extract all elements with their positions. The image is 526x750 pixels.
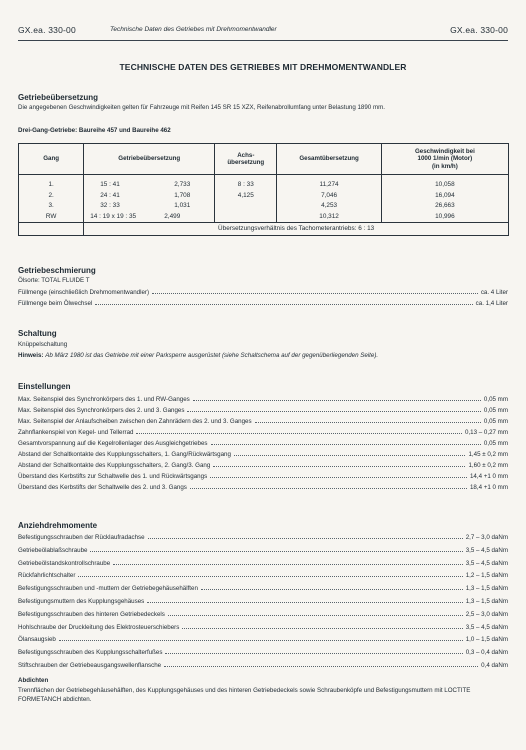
dot-leader [90,551,462,552]
anziehdrehmoment-label: Getriebeölablaßschraube [18,546,88,554]
dot-leader [213,466,465,467]
einstellung-value: 18,4 +1 0 mm [469,484,508,491]
section-heading-schaltung: Schaltung [18,329,57,338]
col-header-getriebe: Getriebeübersetzung [84,144,215,175]
anziehdrehmoment-label: Ölansaugsieb [18,636,56,644]
einstellung-label: Zahnflankenspiel von Kegel- und Tellerrad [18,429,134,436]
col-header-gesamt: Gesamtübersetzung [277,144,381,175]
col-header-speed: Geschwindigkeit bei 1000 1/min (Motor) (in km/h) [381,144,508,175]
table-footer-row [19,223,509,236]
dot-leader [211,444,481,445]
hint-label: Hinweis: [18,352,44,359]
getriebe-intro: Die angegebenen Geschwindigkeiten gelten für Fahrzeuge mit Reifen 145 SR 15 XZX, Reifenabrollumfang unter Belastung 1890 mm. [18,104,385,111]
einstellung-row [18,459,508,469]
einstellung-value: 1,60 ± 0,2 mm [468,462,508,469]
speed-column [381,175,508,223]
schmierung-row [18,297,508,307]
dot-leader [59,640,463,641]
anziehdrehmoment-label: Stiftschrauben der Getriebeausgangswellenflansche [18,662,162,669]
anziehdrehmoment-label: Befestigungsschrauben der Rücklaufradachse [18,534,145,541]
table-cell: 26,663 [435,202,455,209]
anziehdrehmoment-value: 2,5 – 3,0 daNm [465,610,508,618]
dot-leader [165,653,462,654]
anziehdrehmoment-row [18,621,508,631]
anziehdrehmoment-row [18,646,508,656]
table-cell: 4,253 [321,202,338,209]
dot-leader [210,477,467,478]
table-cell: 10,312 [319,212,339,220]
schmierung-label: Füllmenge (einschließlich Drehmomentwandler) [18,289,150,296]
anziehdrehmoment-row [18,608,508,618]
einstellung-row [18,481,508,491]
anziehdrehmoment-row [18,531,508,541]
table-cell: 2,499 [164,212,181,220]
table-cell: 1,031 [174,202,191,209]
einstellung-label: Max. Seitenspiel des Synchronkörpers des 2. und 3. Ganges [18,407,185,414]
header-rule [18,40,508,41]
einstellung-row [18,393,508,403]
anziehdrehmoment-label: Befestigungsmuttern des Kupplungsgehäuses [18,598,145,605]
schmierung-value: ca. 4 Liter [480,289,508,296]
header-subtitle: Technische Daten des Getriebes mit Drehmomentwandler [110,26,277,33]
table-cell: 8 : 33 [237,181,254,188]
anziehdrehmoment-row [18,557,508,567]
dot-leader [168,615,463,616]
gesamt-column [277,175,381,223]
dot-leader [147,602,462,603]
table-cell: 16,094 [435,191,455,199]
einstellung-value: 1,45 ± 0,2 mm [468,451,508,458]
section-heading-einstellungen: Einstellungen [18,382,71,391]
einstellung-value: 0,05 mm [483,396,508,403]
table-cell: 4,125 [237,191,254,199]
einstellung-row [18,404,508,414]
dot-leader [187,411,480,412]
einstellung-label: Gesamtvorspannung auf die Kegelrollenlager des Ausgleichgetriebes [18,440,208,447]
dot-leader [164,666,478,667]
anziehdrehmoment-label: Rückfahrlichtschalter [18,572,76,580]
schmierung-value: ca. 1,4 Liter [475,300,508,307]
table-cell [215,201,276,212]
anziehdrehmoment-value: 1,3 – 1,5 daNm [465,598,508,605]
anziehdrehmoment-row [18,633,508,643]
table-cell: 24 : 41 [100,191,120,199]
section-heading-schmierung: Getriebeschmierung [18,266,96,275]
einstellung-value: 0,05 mm [483,418,508,425]
anziehdrehmoment-label: Hohlschraube der Druckleitung des Elektrosteuerschiebers [18,623,180,631]
hint-text: Ab März 1980 ist das Getriebe mit einer Parksperre ausgerüstet (siehe Schaltschema auf der gegenüberliegenden Seite). [45,352,379,359]
einstellung-label: Abstand der Schaltkontakte des Kupplungsschalters, 1. Gang/Rückwärtsgang [18,451,231,458]
schaltung-text: Knüppelschaltung [18,341,68,348]
table-cell: 1,708 [174,191,191,199]
dot-leader [148,538,463,539]
dot-leader [182,628,462,629]
section-heading-getriebe: Getriebeübersetzung [18,93,99,102]
table-cell: 1. [48,181,54,188]
einstellung-row [18,426,508,436]
einstellung-value: 14,4 +1 0 mm [469,473,508,480]
table-cell [215,212,276,223]
anziehdrehmoment-value: 2,7 – 3,0 daNm [465,534,508,541]
gear-ratio-table [18,143,509,236]
dot-leader [78,576,462,577]
table-header-row [19,144,509,175]
anziehdrehmoment-value: 3,5 – 4,5 daNm [465,546,508,554]
anziehdrehmoment-value: 3,5 – 4,5 daNm [465,623,508,631]
anziehdrehmoment-label: Befestigungsschrauben und -muttern der Getriebegehäusehälften [18,585,198,593]
einstellung-row [18,437,508,447]
table-cell: 10,996 [435,212,455,220]
header-code-left: GX.ea. 330-00 [18,25,76,35]
einstellung-row [18,470,508,480]
einstellung-value: 0,05 mm [483,407,508,414]
getriebe-subheading: Drei-Gang-Getriebe: Baureihe 457 und Baureihe 462 [18,127,171,134]
einstellung-label: Überstand des Kerbstifts der Schaltwelle des 2. und 3. Gangs [18,484,187,491]
dot-leader [113,564,463,565]
einstellung-value: 0,05 mm [483,440,508,447]
table-cell: 14 : 19 x 19 : 35 [90,212,137,220]
anziehdrehmoment-value: 0,4 daNm [481,662,508,669]
gang-column [19,175,84,223]
einstellung-row [18,415,508,425]
page-title: TECHNISCHE DATEN DES GETRIEBES MIT DREHMOMENTWANDLER [119,62,407,72]
table-cell: 2,733 [174,181,191,188]
anziehdrehmoment-value: 0,3 – 0,4 daNm [465,649,508,657]
dot-leader [136,433,462,434]
oil-type: Ölsorte: TOTAL FLUIDE T [18,277,90,284]
col-header-gang: Gang [19,144,84,175]
anziehdrehmoment-label: Getriebeölstandskontrollschraube [18,559,111,567]
col-header-achs: Achs- übersetzung [215,144,277,175]
anziehdrehmoment-value: 3,5 – 4,5 daNm [465,559,508,567]
anziehdrehmoment-label: Befestigungsschrauben des Kupplungsschalterfußes [18,649,163,657]
schmierung-label: Füllmenge beim Ölwechsel [18,300,93,307]
dot-leader [193,400,481,401]
table-cell: 2. [48,191,54,199]
table-cell: 10,058 [435,181,455,188]
table-cell: 3. [48,202,54,209]
table-cell: 15 : 41 [100,181,120,188]
dot-leader [234,455,466,456]
page-header [18,25,508,39]
anziehdrehmoment-value: 1,2 – 1,5 daNm [465,572,508,580]
dot-leader [190,488,467,489]
table-cell: RW [45,212,57,220]
dot-leader [201,589,463,590]
dot-leader [255,422,481,423]
table-cell: 7,046 [321,191,338,199]
table-cell: 32 : 33 [100,202,120,209]
anziehdrehmoment-label: Befestigungsschrauben des hinteren Getriebedeckels [18,610,165,618]
anziehdrehmoment-row [18,582,508,592]
section-heading-abdichten: Abdichten [18,677,49,684]
dot-leader [95,304,472,305]
einstellung-value: 0,13 – 0,27 mm [465,429,508,436]
achs-column [215,175,277,223]
table-body-row [19,175,509,223]
schmierung-row [18,286,508,296]
table-cell: 11,274 [319,181,339,188]
dot-leader [152,293,478,294]
section-heading-anzieh: Anziehdrehmomente [18,521,98,530]
anziehdrehmoment-row [18,659,508,669]
anziehdrehmoment-value: 1,3 – 1,5 daNm [465,585,508,593]
anziehdrehmoment-value: 1,0 – 1,5 daNm [465,636,508,644]
header-code-right: GX.ea. 330-00 [450,25,508,35]
abdichten-text: Trennflächen der Getriebegehäusehälften, des Kupplungsgehäuses und des hinteren Getriebedeckels sowie Schraubenköpfe und Befestigungsmuttern mit LOCTITE FORMETANCH abdichten. [18,687,471,703]
schaltung-hint [18,352,496,361]
einstellung-row [18,448,508,458]
anziehdrehmoment-row [18,569,508,579]
anziehdrehmoment-row [18,595,508,605]
getriebe-column [84,175,215,223]
einstellung-label: Überstand des Kerbstifts zur Schaltwelle des 1. und Rückwärtsgangs [18,473,208,480]
tacho-ratio: Übersetzungsverhältnis des Tachometerantriebs: 6 : 13 [84,223,509,236]
einstellung-label: Max. Seitenspiel der Anlaufscheiben zwischen den Zahnrädern des 2. und 3. Ganges [18,418,252,425]
einstellung-label: Max. Seitenspiel des Synchronkörpers des 1. und RW-Ganges [18,396,190,403]
anziehdrehmoment-row [18,544,508,554]
einstellung-label: Abstand der Schaltkontakte des Kupplungsschalters, 2. Gang/3. Gang [18,462,211,469]
